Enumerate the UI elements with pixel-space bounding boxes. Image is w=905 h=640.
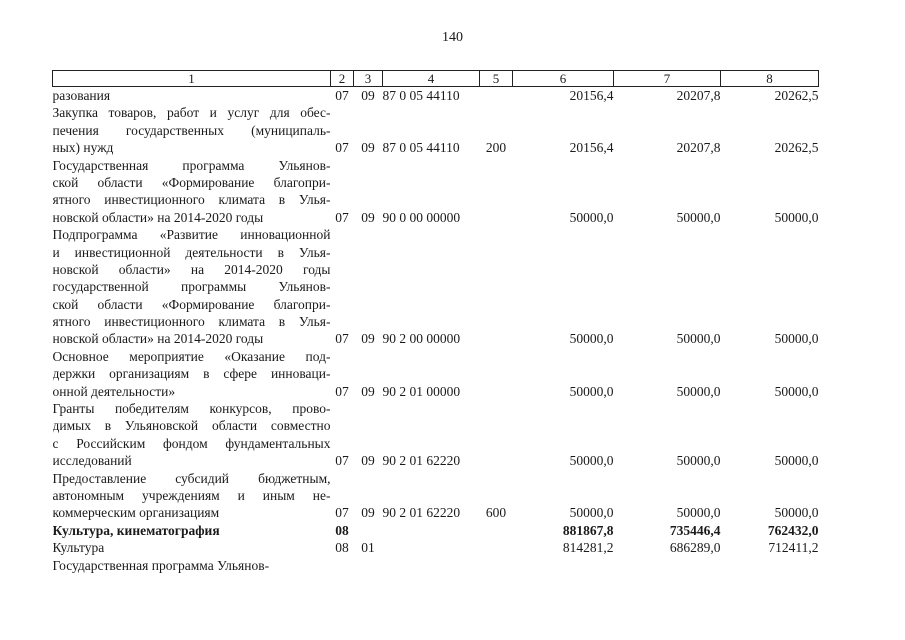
row-name-line: автономным учреждениям и иным не- — [52, 488, 331, 503]
budget-table — [52, 70, 819, 574]
amount-col-6: 881867,8 — [562, 522, 614, 538]
section-code: 07 — [335, 383, 349, 399]
target-article-code: 87 0 05 44110 — [382, 140, 460, 156]
row-name-line: исследований — [52, 453, 132, 469]
target-article-code: 90 2 00 00000 — [382, 331, 461, 347]
row-name — [53, 522, 331, 539]
subsection-code: 09 — [361, 140, 375, 156]
amount-col-6: 50000,0 — [569, 505, 614, 521]
table-body — [53, 87, 819, 574]
table-row — [53, 539, 819, 556]
amount-col-6 — [513, 557, 614, 574]
expense-type-code — [480, 348, 513, 400]
amount-col-8: 50000,0 — [774, 453, 819, 469]
section-code: 07 — [335, 88, 349, 103]
row-name — [53, 87, 331, 105]
section-code — [331, 557, 354, 574]
table-row — [53, 104, 819, 156]
amount-col-8: 712411,2 — [768, 540, 819, 556]
table-row — [53, 400, 819, 470]
amount-col-6: 814281,2 — [562, 540, 614, 556]
row-name-line: держки организациям в сфере инноваци- — [52, 366, 331, 382]
table-row — [53, 226, 819, 348]
amount-col-7: 50000,0 — [676, 453, 721, 469]
row-name-line: новской области» на 2014-2020 годы — [52, 261, 331, 277]
table-row — [53, 470, 819, 522]
section-code: 07 — [335, 331, 349, 347]
column-header-1: 1 — [53, 71, 331, 87]
row-name — [53, 557, 331, 574]
row-name-line: Закупка товаров, работ и услуг для обес- — [52, 105, 331, 121]
amount-col-8: 20262,5 — [774, 88, 819, 103]
amount-col-8: 20262,5 — [774, 140, 819, 156]
section-code: 07 — [335, 505, 349, 521]
row-name-line: новской области» на 2014-2020 годы — [52, 331, 264, 347]
target-article-code: 90 0 00 00000 — [382, 209, 461, 225]
row-name-line: новской области» на 2014-2020 годы — [52, 209, 264, 225]
amount-col-7: 20207,8 — [676, 88, 721, 103]
target-article-code — [383, 557, 480, 574]
row-name-line: Основное мероприятие «Оказание под- — [52, 348, 331, 364]
expense-type-code — [480, 226, 513, 348]
expense-type-code: 200 — [485, 140, 507, 156]
amount-col-6: 50000,0 — [569, 383, 614, 399]
amount-col-7: 50000,0 — [676, 209, 721, 225]
section-code: 07 — [335, 140, 349, 156]
table-header-row — [53, 71, 819, 87]
amount-col-6: 50000,0 — [569, 453, 614, 469]
table-row — [53, 522, 819, 539]
row-name — [53, 157, 331, 227]
amount-col-6: 20156,4 — [569, 88, 614, 103]
amount-col-6: 50000,0 — [569, 209, 614, 225]
row-name-line: Государственная программа Ульянов- — [52, 157, 331, 173]
subsection-code: 09 — [361, 453, 375, 469]
amount-col-6: 20156,4 — [569, 140, 614, 156]
section-code: 08 — [335, 522, 349, 538]
column-header-2: 2 — [331, 71, 354, 87]
subsection-code: 09 — [361, 209, 375, 225]
subsection-code: 01 — [361, 540, 375, 556]
row-name — [53, 104, 331, 156]
expense-type-code: 600 — [485, 505, 507, 521]
amount-col-8: 50000,0 — [774, 383, 819, 399]
row-name-line: и инвестиционной деятельности в Улья- — [52, 244, 331, 260]
column-header-5: 5 — [480, 71, 513, 87]
amount-col-7: 20207,8 — [676, 140, 721, 156]
row-name-line: разования — [52, 88, 111, 104]
row-name-line: ской области «Формирование благопри- — [52, 174, 331, 190]
amount-col-7: 735446,4 — [669, 522, 721, 538]
amount-col-7: 50000,0 — [676, 383, 721, 399]
subsection-code: 09 — [361, 383, 375, 399]
target-article-code: 90 2 01 00000 — [382, 383, 461, 399]
row-name-line: Государственная программа Ульянов- — [52, 557, 270, 573]
row-name-line: Предоставление субсидий бюджетным, — [52, 470, 331, 486]
row-name-line: Гранты победителям конкурсов, прово- — [52, 401, 331, 417]
subsection-code: 09 — [361, 331, 375, 347]
subsection-code: 09 — [361, 505, 375, 521]
column-header-6: 6 — [513, 71, 614, 87]
amount-col-8: 50000,0 — [774, 331, 819, 347]
target-article-code: 90 2 01 62220 — [382, 453, 461, 469]
table-row — [53, 348, 819, 400]
expense-type-code — [480, 157, 513, 227]
row-name — [53, 470, 331, 522]
target-article-code — [383, 522, 480, 539]
row-name-line: Культура — [52, 540, 105, 556]
target-article-code: 90 2 01 62220 — [382, 505, 461, 521]
row-name-line: ской области «Формирование благопри- — [52, 296, 331, 312]
amount-col-7: 686289,0 — [669, 540, 721, 556]
target-article-code: 87 0 05 44110 — [382, 88, 460, 103]
subsection-code — [354, 522, 383, 539]
target-article-code — [383, 539, 480, 556]
row-name — [53, 348, 331, 400]
expense-type-code — [480, 539, 513, 556]
amount-col-6: 50000,0 — [569, 331, 614, 347]
amount-col-8: 762432,0 — [767, 522, 819, 538]
amount-col-7: 50000,0 — [676, 505, 721, 521]
row-name — [53, 400, 331, 470]
table-row — [53, 557, 819, 574]
subsection-code: 09 — [361, 88, 375, 103]
expense-type-code — [480, 400, 513, 470]
row-name-line: государственной программы Ульянов- — [52, 279, 331, 295]
expense-type-code — [480, 522, 513, 539]
row-name — [53, 226, 331, 348]
row-name-line: Культура, кинематография — [52, 522, 220, 538]
column-header-3: 3 — [354, 71, 383, 87]
row-name-line: печения государственных (муниципаль- — [52, 122, 331, 138]
section-code: 07 — [335, 453, 349, 469]
column-header-8: 8 — [721, 71, 819, 87]
row-name-line: ятного инвестиционного климата в Улья- — [52, 192, 331, 208]
row-name-line: ятного инвестиционного климата в Улья- — [52, 314, 331, 330]
row-name-line: онной деятельности» — [52, 383, 176, 399]
amount-col-8: 50000,0 — [774, 505, 819, 521]
expense-type-code — [480, 87, 513, 105]
page-number: 140 — [442, 30, 463, 45]
section-code: 07 — [335, 209, 349, 225]
column-header-7: 7 — [614, 71, 721, 87]
row-name — [53, 539, 331, 556]
amount-col-8 — [721, 557, 819, 574]
subsection-code — [354, 557, 383, 574]
section-code: 08 — [335, 540, 349, 556]
expense-type-code — [480, 557, 513, 574]
amount-col-8: 50000,0 — [774, 209, 819, 225]
row-name-line: ных) нужд — [52, 140, 114, 156]
amount-col-7: 50000,0 — [676, 331, 721, 347]
table-row — [53, 87, 819, 105]
column-header-4: 4 — [383, 71, 480, 87]
row-name-line: с Российским фондом фундаментальных — [52, 435, 331, 451]
row-name-line: коммерческим организациям — [52, 505, 220, 521]
row-name-line: Подпрограмма «Развитие инновационной — [52, 227, 331, 243]
table-row — [53, 157, 819, 227]
amount-col-7 — [614, 557, 721, 574]
row-name-line: димых в Ульяновской области совместно — [52, 418, 331, 434]
